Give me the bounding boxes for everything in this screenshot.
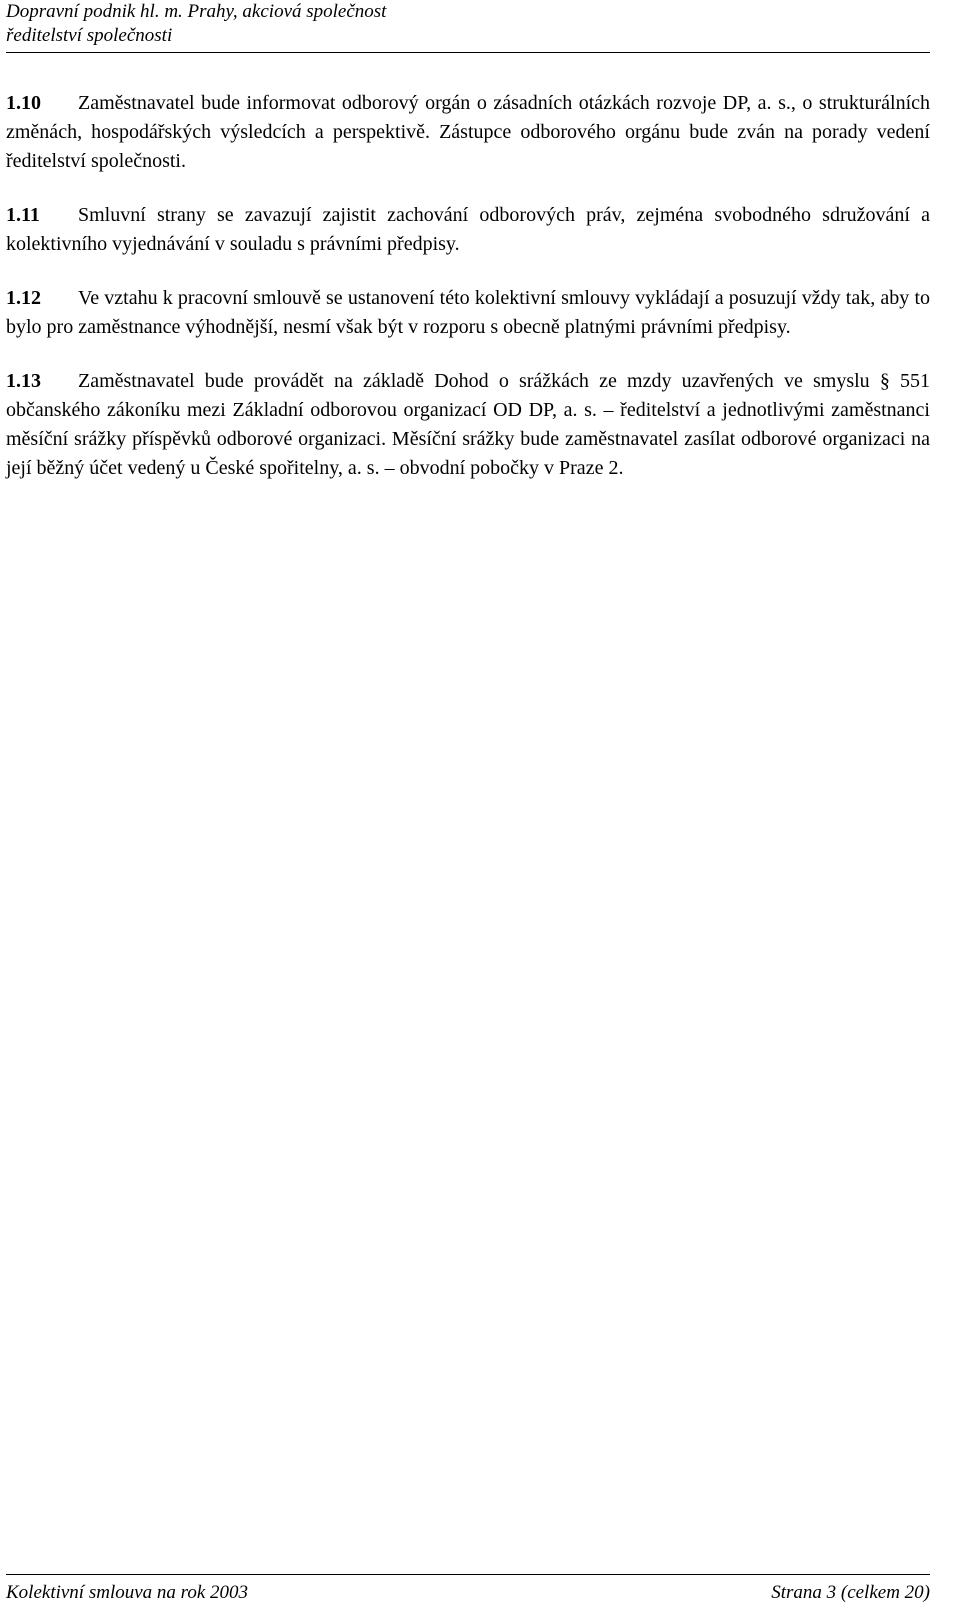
clause-number: 1.10 <box>6 92 41 114</box>
clause-1-12 <box>6 284 930 342</box>
clause-number: 1.13 <box>6 370 41 392</box>
clause-number: 1.12 <box>6 287 41 309</box>
footer-document-title: Kolektivní smlouva na rok 2003 <box>6 1582 249 1603</box>
clause-text: Ve vztahu k pracovní smlouvě se ustanovení této kolektivní smlouvy vykládají a posuzují vždy tak, aby to bylo pro zaměstnance výhodnější, nesmí však být v rozporu s obecně platnými právními předpisy. <box>6 287 930 338</box>
clause-text: Zaměstnavatel bude informovat odborový orgán o zásadních otázkách rozvoje DP, a. s., o strukturálních změnách, hospodářských výsledcích a perspektivě. Zástupce odborového orgánu bude zván na porady vedení ředitelství společnosti. <box>6 92 930 172</box>
document-body <box>6 89 930 508</box>
clause-text: Smluvní strany se zavazují zajistit zachování odborových práv, zejména svobodného sdružování a kolektivního vyjednávání v souladu s právními předpisy. <box>6 204 930 255</box>
header-divider <box>6 52 930 53</box>
header-department: ředitelství společnosti <box>6 25 173 46</box>
clause-1-13 <box>6 367 930 483</box>
clause-text: Zaměstnavatel bude provádět na základě Dohod o srážkách ze mzdy uzavřených ve smyslu § 551 občanského zákoníku mezi Základní odborovou organizací OD DP, a. s. – ředitelství a jednotlivými zaměstnanci měsíční srážky příspěvků odborové organizaci. Měsíční srážky bude zaměstnavatel zasílat odborové organizaci na její běžný účet vedený u České spořitelny, a. s. – obvodní pobočky v Praze 2. <box>6 370 930 479</box>
footer-divider <box>6 1574 930 1575</box>
header-company-name: Dopravní podnik hl. m. Prahy, akciová společnost <box>6 1 387 22</box>
clause-1-10 <box>6 89 930 176</box>
page-header <box>6 0 936 48</box>
footer-page-number: Strana 3 (celkem 20) <box>771 1582 930 1603</box>
clause-1-11 <box>6 201 930 259</box>
clause-number: 1.11 <box>6 204 40 226</box>
